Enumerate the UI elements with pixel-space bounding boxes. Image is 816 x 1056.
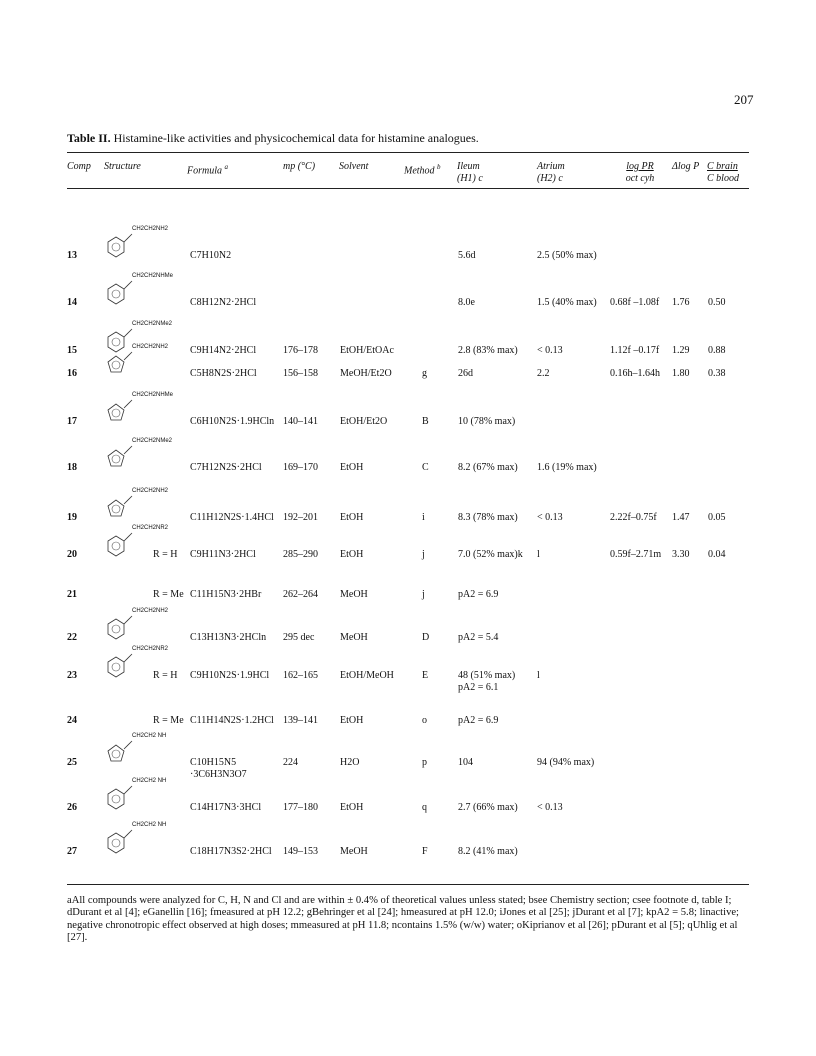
ileum-activity: 8.0e — [458, 297, 475, 308]
ileum-activity: pA2 = 6.9 — [458, 715, 499, 726]
method: C — [422, 462, 429, 473]
melting-point: 192–201 — [283, 512, 318, 523]
delta-log-p: 3.30 — [672, 549, 690, 560]
delta-log-p: 1.47 — [672, 512, 690, 523]
comp-number: 23 — [67, 670, 77, 681]
aromatic-circle — [112, 542, 120, 550]
method: j — [422, 589, 425, 600]
solvent: MeOH/Et2O — [340, 368, 392, 379]
structure-side-chain-label: CH2CH2NR2 — [132, 646, 169, 652]
header-dlogp: Δlog P — [672, 161, 700, 172]
header-mp: mp (°C) — [283, 161, 316, 172]
structure-drawing — [102, 344, 182, 384]
solvent: EtOH — [340, 549, 364, 560]
ring-shape — [108, 500, 124, 516]
structure-side-chain-label: CH2CH2NH2 — [132, 488, 169, 494]
ring-shape — [108, 657, 124, 677]
structure-side-chain-label: CH2CH2 NH — [132, 822, 167, 828]
header-ileum: Ileum (H1) c — [457, 161, 483, 184]
ileum-activity: pA2 = 5.4 — [458, 632, 499, 643]
ileum-activity: 2.7 (66% max) — [458, 802, 518, 813]
side-chain-bond — [124, 446, 132, 454]
side-chain-bond — [124, 400, 132, 408]
structure-drawing — [102, 778, 182, 818]
solvent: MeOH — [340, 589, 368, 600]
formula: C5H8N2S·2HCl — [190, 368, 257, 379]
caption-label: Table II. — [67, 131, 111, 145]
melting-point: 169–170 — [283, 462, 318, 473]
header-rule — [67, 188, 749, 189]
header-formula: Formula $^a$ — [187, 163, 228, 177]
aromatic-circle — [112, 750, 120, 758]
brain-blood-ratio: 0.04 — [708, 549, 726, 560]
header-cbrain-cblood: C brain C blood — [707, 161, 739, 184]
structure-drawing — [102, 392, 182, 432]
solvent: EtOH — [340, 462, 364, 473]
formula: C7H10N2 — [190, 250, 232, 261]
side-chain-bond — [124, 786, 132, 794]
structure-side-chain-label: CH2CH2NR2 — [132, 525, 169, 531]
formula: C13H13N3·2HCln — [190, 632, 267, 643]
side-chain-bond — [124, 741, 132, 749]
comp-number: 17 — [67, 416, 77, 427]
ring-shape — [108, 619, 124, 639]
comp-number: 16 — [67, 368, 77, 379]
formula: C11H15N3·2HBr — [190, 589, 262, 600]
header-structure: Structure — [104, 161, 141, 172]
atrium-activity: l — [537, 670, 540, 681]
structure-side-chain-label: CH2CH2 NH — [132, 733, 167, 739]
structure-drawing — [102, 733, 182, 773]
formula: C8H12N2·2HCl — [190, 297, 257, 308]
delta-log-p: 1.29 — [672, 345, 690, 356]
comp-number: 24 — [67, 715, 77, 726]
atrium-activity: < 0.13 — [537, 512, 563, 523]
structure-side-chain-label: CH2CH2NMe2 — [132, 321, 173, 327]
method: i — [422, 512, 425, 523]
structure-drawing — [102, 822, 182, 862]
aromatic-circle — [112, 455, 120, 463]
structure-side-chain-label: CH2CH2NHMe — [132, 392, 174, 398]
ileum-activity: 8.2 (41% max) — [458, 846, 518, 857]
atrium-activity: < 0.13 — [537, 345, 563, 356]
aromatic-circle — [112, 795, 120, 803]
comp-number: 18 — [67, 462, 77, 473]
comp-number: 21 — [67, 589, 77, 600]
delta-log-p: 1.76 — [672, 297, 690, 308]
comp-number: 20 — [67, 549, 77, 560]
structure-drawing — [102, 273, 182, 313]
log-p-values: 0.59f–2.71m — [610, 549, 662, 560]
aromatic-circle — [112, 409, 120, 417]
ring-shape — [108, 404, 124, 420]
ring-shape — [108, 833, 124, 853]
side-chain-bond — [124, 616, 132, 624]
structure-side-chain-label: CH2CH2NMe2 — [132, 438, 173, 444]
side-chain-bond — [124, 533, 132, 541]
method: o — [422, 715, 427, 726]
structure-side-chain-label: CH2CH2 NH — [132, 778, 167, 784]
structure-side-chain-label: CH2CH2NHMe — [132, 273, 174, 279]
comp-number: 13 — [67, 250, 77, 261]
aromatic-circle — [112, 663, 120, 671]
structure-side-chain-label: CH2CH2NH2 — [132, 608, 169, 614]
atrium-activity: l — [537, 549, 540, 560]
ring-shape — [108, 450, 124, 466]
method: q — [422, 802, 427, 813]
comp-number: 14 — [67, 297, 77, 308]
ileum-activity: pA2 = 6.9 — [458, 589, 499, 600]
melting-point: 285–290 — [283, 549, 318, 560]
aromatic-circle — [112, 839, 120, 847]
formula: C6H10N2S·1.9HCln — [190, 416, 275, 427]
header-comp: Comp — [67, 161, 91, 172]
r-group: R = Me — [153, 589, 184, 600]
formula-salt: ·3C6H3N3O7 — [190, 769, 247, 780]
solvent: EtOH — [340, 512, 364, 523]
atrium-activity: < 0.13 — [537, 802, 563, 813]
comp-number: 25 — [67, 757, 77, 768]
melting-point: 140–141 — [283, 416, 318, 427]
method: g — [422, 368, 427, 379]
r-group: R = H — [153, 549, 178, 560]
ring-shape — [108, 284, 124, 304]
melting-point: 262–264 — [283, 589, 318, 600]
melting-point: 162–165 — [283, 670, 318, 681]
melting-point: 149–153 — [283, 846, 318, 857]
formula: C7H12N2S·2HCl — [190, 462, 262, 473]
side-chain-bond — [124, 496, 132, 504]
aromatic-circle — [112, 505, 120, 513]
ring-shape — [108, 745, 124, 761]
side-chain-bond — [124, 281, 132, 289]
header-solvent: Solvent — [339, 161, 369, 172]
formula: C10H15N5 — [190, 757, 237, 768]
comp-number: 26 — [67, 802, 77, 813]
solvent: EtOH/MeOH — [340, 670, 394, 681]
r-group: R = H — [153, 670, 178, 681]
comp-number: 15 — [67, 345, 77, 356]
side-chain-bond — [124, 654, 132, 662]
atrium-activity: 2.2 — [537, 368, 550, 379]
log-p-values: 0.68f –1.08f — [610, 297, 660, 308]
structure-drawing — [102, 488, 182, 528]
method: D — [422, 632, 430, 643]
aromatic-circle — [112, 290, 120, 298]
atrium-activity: 94 (94% max) — [537, 757, 595, 768]
brain-blood-ratio: 0.38 — [708, 368, 726, 379]
ileum-activity: 5.6d — [458, 250, 476, 261]
solvent: EtOH/Et2O — [340, 416, 388, 427]
method: j — [422, 549, 425, 560]
atrium-activity: 1.5 (40% max) — [537, 297, 597, 308]
comp-number: 22 — [67, 632, 77, 643]
solvent: EtOH/EtOAc — [340, 345, 394, 356]
header-method: Method $^b$ — [404, 163, 441, 177]
ring-shape — [108, 237, 124, 257]
melting-point: 156–158 — [283, 368, 318, 379]
comp-number: 19 — [67, 512, 77, 523]
method: F — [422, 846, 428, 857]
melting-point: 176–178 — [283, 345, 318, 356]
structure-drawing — [102, 226, 182, 266]
solvent: MeOH — [340, 632, 368, 643]
melting-point: 295 dec — [283, 632, 315, 643]
solvent: EtOH — [340, 802, 364, 813]
ring-shape — [108, 789, 124, 809]
solvent: H2O — [340, 757, 360, 768]
structure-drawing — [102, 608, 182, 648]
melting-point: 177–180 — [283, 802, 318, 813]
side-chain-bond — [124, 352, 132, 360]
side-chain-bond — [124, 830, 132, 838]
formula: C9H14N2·2HCl — [190, 345, 257, 356]
table-caption — [67, 131, 479, 146]
brain-blood-ratio: 0.05 — [708, 512, 726, 523]
ileum-activity: 10 (78% max) — [458, 416, 516, 427]
bottom-rule — [67, 884, 749, 885]
brain-blood-ratio: 0.88 — [708, 345, 726, 356]
log-p-values: 0.16h–1.64h — [610, 368, 660, 379]
melting-point: 224 — [283, 757, 298, 768]
ileum-activity: 8.3 (78% max) — [458, 512, 518, 523]
log-p-values: 2.22f–0.75f — [610, 512, 657, 523]
side-chain-bond — [124, 234, 132, 242]
structure-side-chain-label: CH2CH2NH2 — [132, 226, 169, 232]
formula: C9H11N3·2HCl — [190, 549, 256, 560]
structure-side-chain-label: CH2CH2NH2 — [132, 344, 169, 350]
ileum-activity: 8.2 (67% max) — [458, 462, 518, 473]
aromatic-circle — [112, 625, 120, 633]
method: E — [422, 670, 429, 681]
ileum-activity-extra: pA2 = 6.1 — [458, 682, 499, 693]
formula: C11H14N2S·1.2HCl — [190, 715, 274, 726]
brain-blood-ratio: 0.50 — [708, 297, 726, 308]
comp-number: 27 — [67, 846, 77, 857]
ring-shape — [108, 356, 124, 372]
method: p — [422, 757, 427, 768]
side-chain-bond — [124, 329, 132, 337]
caption-text: Histamine-like activities and physicochemical data for histamine analogues. — [113, 131, 479, 145]
melting-point: 139–141 — [283, 715, 318, 726]
r-group: R = Me — [153, 715, 184, 726]
atrium-activity: 1.6 (19% max) — [537, 462, 597, 473]
ileum-activity: 48 (51% max) — [458, 670, 516, 681]
aromatic-circle — [112, 361, 120, 369]
footnotes: aAll compounds were analyzed for C, H, N and Cl and are within ± 0.4% of theoretical values unless stated; bsee Chemistry section; csee footnote d, table I; dDurant et al [4]; eGanellin [16]; fmeasured at pH 12.2; gBehringer et al [24]; hmeasured at pH 12.0; iJones et al [25]; jDurant et al [7]; kpA2 = 5.8; linactive; negative chronotropic effect observed at high doses; mmeasured at pH 11.8; ncontains 1.5% (w/w) water; oKiprianov et al [26]; pDurant et al [5]; qUhlig et al [27]. — [67, 895, 740, 944]
formula: C9H10N2S·1.9HCl — [190, 670, 270, 681]
ileum-activity: 2.8 (83% max) — [458, 345, 518, 356]
structure-drawing — [102, 438, 182, 478]
ileum-activity: 26d — [458, 368, 473, 379]
ileum-activity: 7.0 (52% max)k — [458, 549, 523, 560]
top-rule — [67, 152, 749, 153]
page-number: 207 — [734, 92, 754, 107]
delta-log-p: 1.80 — [672, 368, 690, 379]
log-p-values: 1.12f –0.17f — [610, 345, 660, 356]
header-atrium: Atrium (H2) c — [537, 161, 565, 184]
header-logp: log PR oct cyh — [625, 161, 655, 184]
formula: C11H12N2S·1.4HCl — [190, 512, 274, 523]
aromatic-circle — [112, 243, 120, 251]
solvent: MeOH — [340, 846, 368, 857]
formula: C18H17N3S2·2HCl — [190, 846, 272, 857]
atrium-activity: 2.5 (50% max) — [537, 250, 597, 261]
formula: C14H17N3·3HCl — [190, 802, 262, 813]
ring-shape — [108, 536, 124, 556]
solvent: EtOH — [340, 715, 364, 726]
ileum-activity: 104 — [458, 757, 473, 768]
method: B — [422, 416, 429, 427]
